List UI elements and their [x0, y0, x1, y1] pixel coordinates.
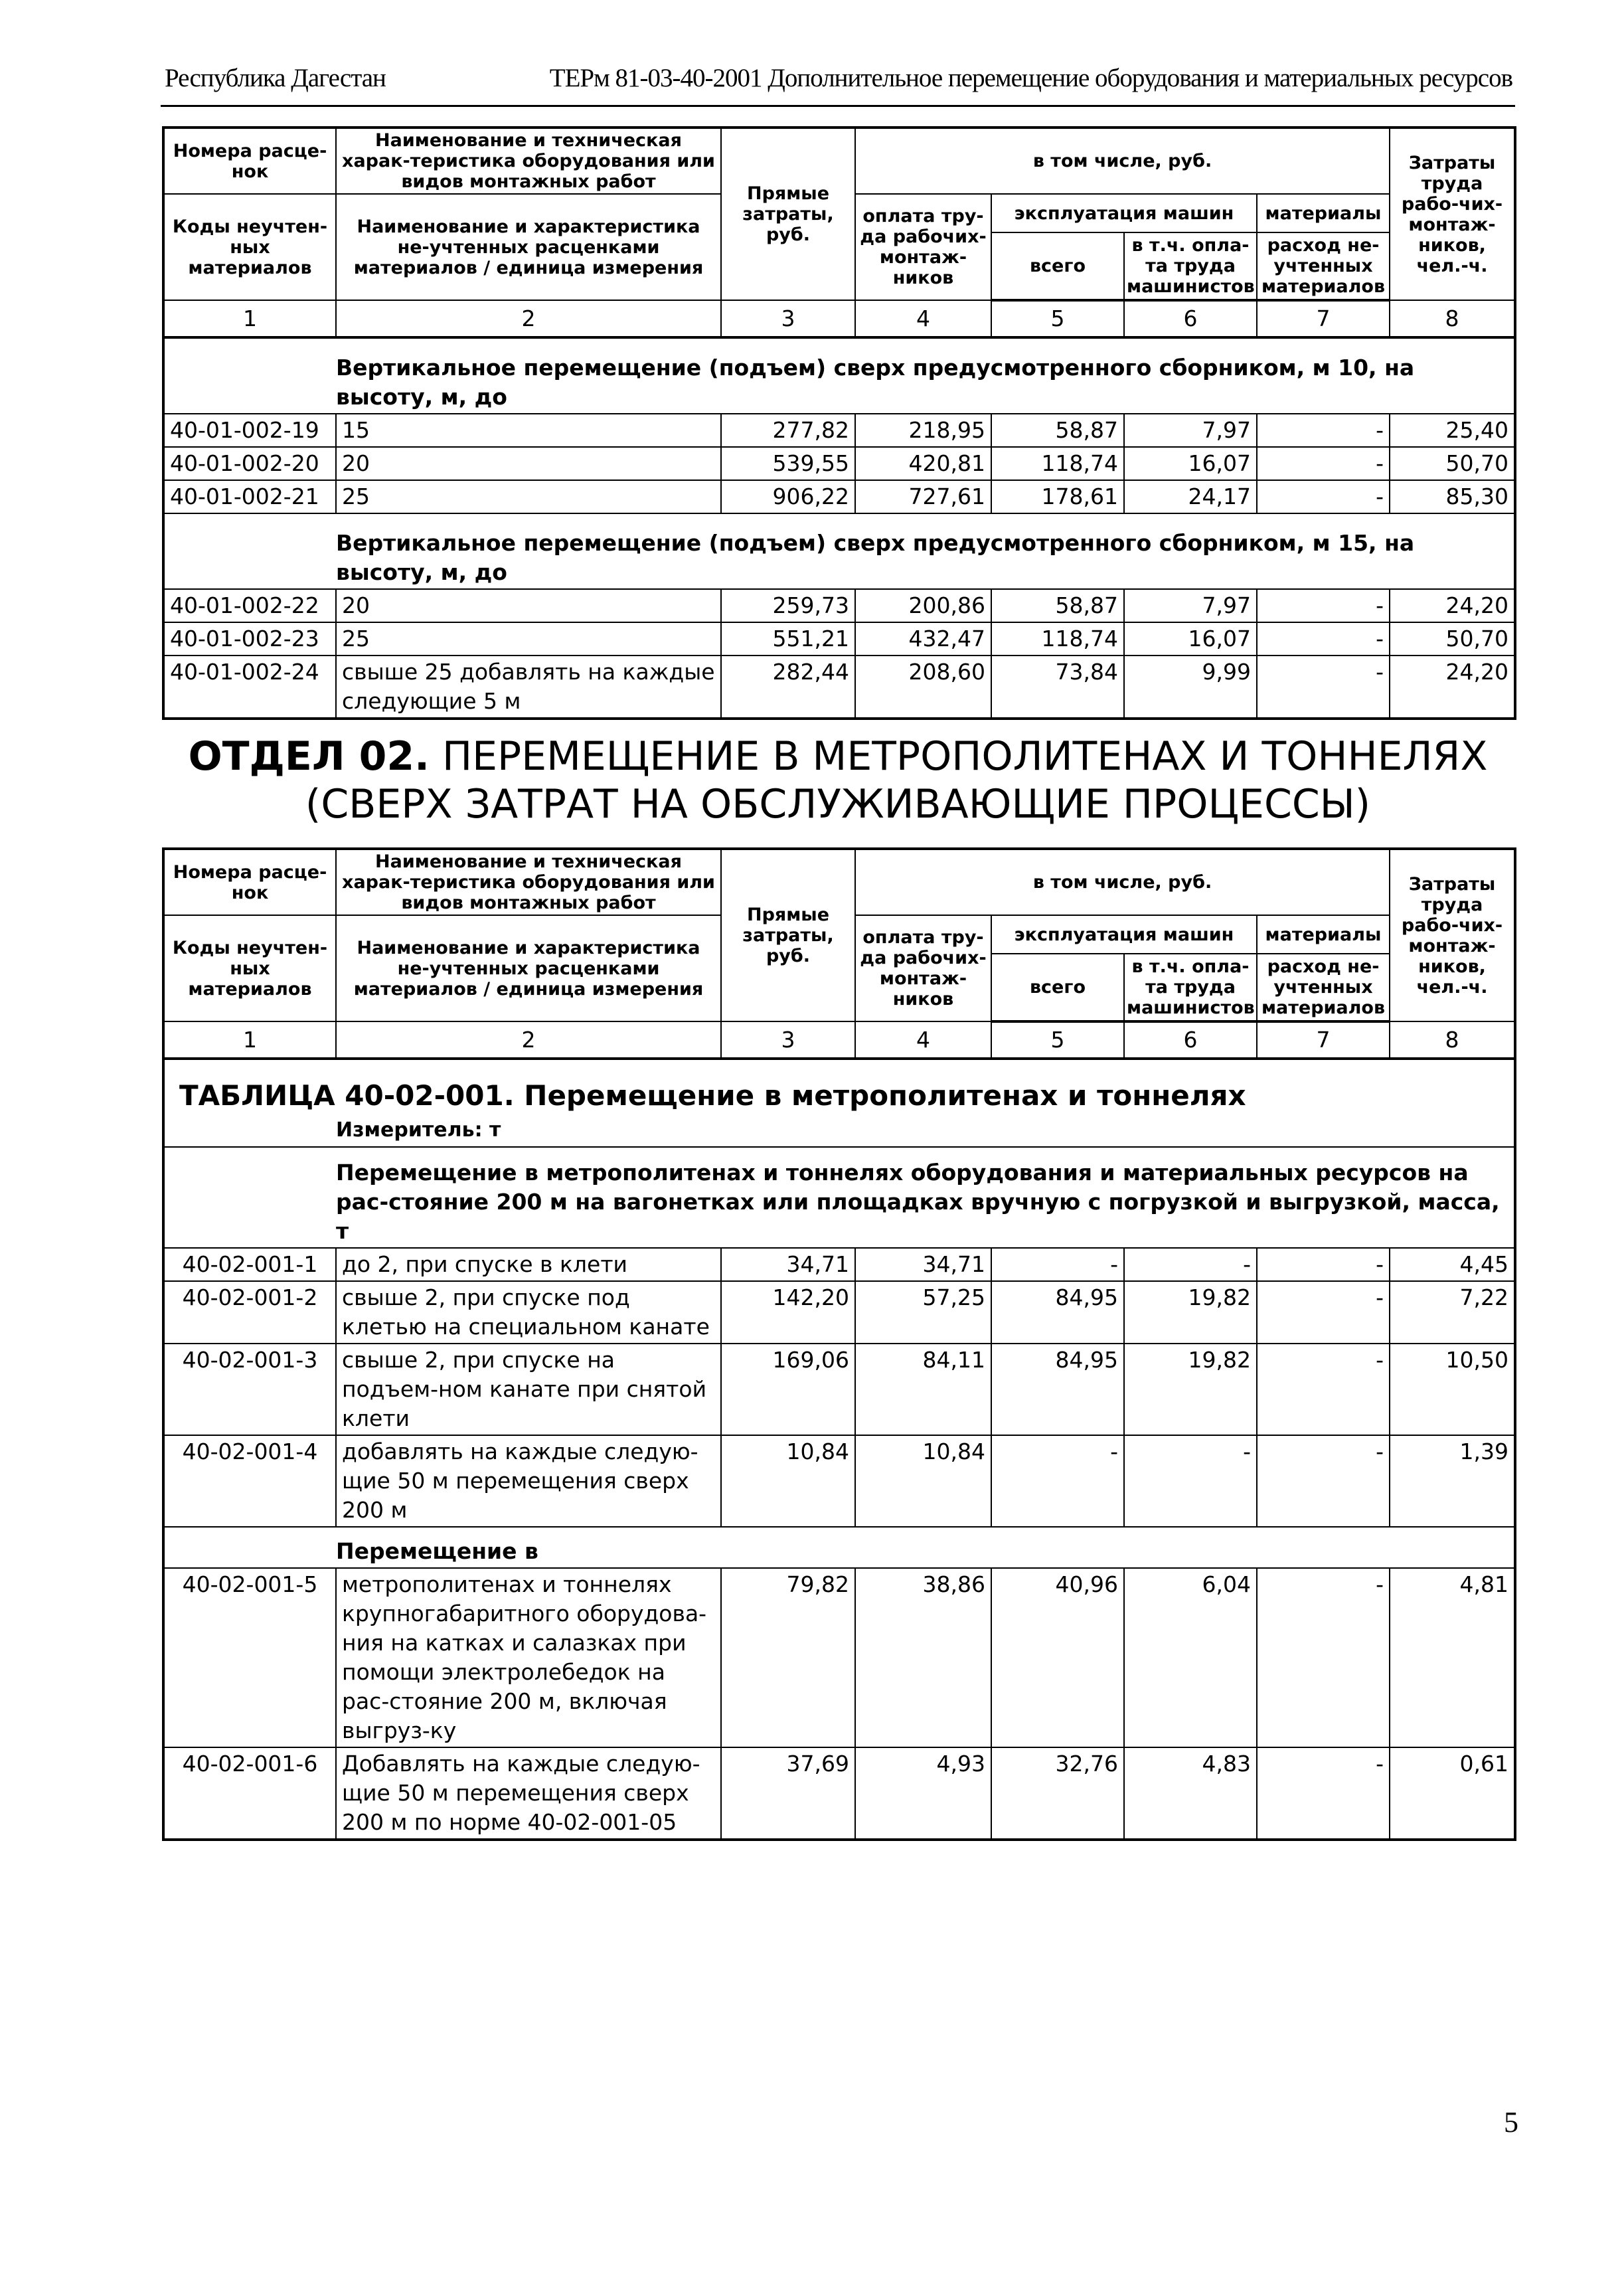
wages: 218,95: [855, 414, 991, 447]
rate-code: 40-02-001-5: [163, 1568, 336, 1747]
machinist-wages: 19,82: [1124, 1281, 1257, 1344]
section-heading-row: [163, 1527, 1515, 1568]
materials: -: [1257, 414, 1390, 447]
labor-hours: 0,61: [1390, 1747, 1515, 1840]
direct-costs: 34,71: [721, 1248, 855, 1281]
direct-costs: 259,73: [721, 589, 855, 622]
direct-costs: 277,82: [721, 414, 855, 447]
machinist-wages: 4,83: [1124, 1747, 1257, 1840]
machinist-wages: 7,97: [1124, 589, 1257, 622]
machinist-wages: 6,04: [1124, 1568, 1257, 1747]
rate-name: свыше 2, при спуске на подъем-ном канате при снятой клети: [336, 1344, 721, 1435]
table-row: [163, 1248, 1515, 1281]
direct-costs: 906,22: [721, 480, 855, 513]
rate-code: 40-02-001-6: [163, 1747, 336, 1840]
col-head-codes: Номера расце-нок: [163, 849, 336, 915]
materials: -: [1257, 1568, 1390, 1747]
labor-hours: 1,39: [1390, 1435, 1515, 1527]
machines-total: 32,76: [991, 1747, 1124, 1840]
direct-costs: 37,69: [721, 1747, 855, 1840]
measure-unit: Измеритель: т: [336, 1114, 1515, 1147]
materials: -: [1257, 1344, 1390, 1435]
col-number: 5: [991, 1021, 1124, 1059]
machinist-wages: 24,17: [1124, 480, 1257, 513]
wages: 432,47: [855, 622, 991, 656]
col-head-name: Наименование и техническая харак-теристика оборудования или видов монтажных работ: [336, 849, 721, 915]
materials: -: [1257, 1747, 1390, 1840]
running-header: [165, 63, 1512, 103]
col-head-material-name: Наименование и характеристика не-учтенных расценками материалов / единица измерения: [336, 194, 721, 300]
machines-total: 40,96: [991, 1568, 1124, 1747]
section-heading: Вертикальное перемещение (подъем) сверх предусмотренного сборником, м 10, на высоту, м, до: [336, 337, 1515, 414]
rate-name: метрополитенах и тоннелях крупногабаритного оборудова-ния на катках и салазках при помощи электролебедок на рас-стояние 200 м, включая выгруз-ку: [336, 1568, 721, 1747]
labor-hours: 50,70: [1390, 622, 1515, 656]
header-region: Республика Дагестан: [165, 64, 386, 92]
section-heading-row: [163, 337, 1515, 414]
machines-total: 118,74: [991, 447, 1124, 480]
materials: -: [1257, 622, 1390, 656]
col-head-material-consumption: расход не-учтенных материалов: [1257, 232, 1390, 300]
rate-name: до 2, при спуске в клети: [336, 1248, 721, 1281]
col-head-direct-costs: Прямые затраты, руб.: [721, 849, 855, 1021]
col-number: 1: [163, 1021, 336, 1059]
direct-costs: 142,20: [721, 1281, 855, 1344]
section-title-subtitle: (СВЕРХ ЗАТРАТ НА ОБСЛУЖИВАЮЩИЕ ПРОЦЕССЫ): [305, 781, 1371, 828]
rate-name: 20: [336, 447, 721, 480]
machines-total: 73,84: [991, 656, 1124, 719]
col-head-codes: Номера расце-нок: [163, 128, 336, 194]
direct-costs: 539,55: [721, 447, 855, 480]
col-head-machines: эксплуатация машин: [991, 915, 1257, 954]
col-number: 4: [855, 1021, 991, 1059]
materials: -: [1257, 447, 1390, 480]
rate-code: 40-02-001-2: [163, 1281, 336, 1344]
materials: -: [1257, 656, 1390, 719]
section-title: [162, 733, 1514, 828]
labor-hours: 4,81: [1390, 1568, 1515, 1747]
measure-row: [163, 1114, 1515, 1147]
wages: 84,11: [855, 1344, 991, 1435]
col-head-labor: Затраты труда рабо-чих-монтаж-ников, чел.-ч.: [1390, 128, 1515, 300]
table-row: [163, 1747, 1515, 1840]
col-number: 2: [336, 300, 721, 337]
rate-code: 40-01-002-22: [163, 589, 336, 622]
col-number: 3: [721, 300, 855, 337]
col-head-material-codes: Коды неучтен-ных материалов: [163, 915, 336, 1021]
rate-code: 40-01-002-21: [163, 480, 336, 513]
table-row: [163, 1344, 1515, 1435]
col-number: 4: [855, 300, 991, 337]
col-number: 8: [1390, 1021, 1515, 1059]
materials: -: [1257, 1248, 1390, 1281]
col-number: 7: [1257, 300, 1390, 337]
table-row: [163, 1568, 1515, 1747]
col-head-wages: оплата тру-да рабочих-монтаж-ников: [855, 915, 991, 1021]
machines-total: 178,61: [991, 480, 1124, 513]
machinist-wages: 19,82: [1124, 1344, 1257, 1435]
machinist-wages: 9,99: [1124, 656, 1257, 719]
rate-code: 40-02-001-4: [163, 1435, 336, 1527]
col-number: 1: [163, 300, 336, 337]
wages: 208,60: [855, 656, 991, 719]
table-title-row: [163, 1059, 1515, 1114]
col-head-labor: Затраты труда рабо-чих-монтаж-ников, чел.-ч.: [1390, 849, 1515, 1021]
machinist-wages: 16,07: [1124, 447, 1257, 480]
table-row: [163, 414, 1515, 447]
labor-hours: 7,22: [1390, 1281, 1515, 1344]
machines-total: -: [991, 1248, 1124, 1281]
labor-hours: 85,30: [1390, 480, 1515, 513]
machines-total: 58,87: [991, 414, 1124, 447]
col-head-machines-total: всего: [991, 232, 1124, 300]
machinist-wages: 7,97: [1124, 414, 1257, 447]
header-rule: [161, 105, 1515, 107]
col-head-direct-costs: Прямые затраты, руб.: [721, 128, 855, 300]
wages: 38,86: [855, 1568, 991, 1747]
labor-hours: 10,50: [1390, 1344, 1515, 1435]
col-head-machines-total: всего: [991, 954, 1124, 1021]
labor-hours: 25,40: [1390, 414, 1515, 447]
rate-code: 40-02-001-1: [163, 1248, 336, 1281]
materials: -: [1257, 1435, 1390, 1527]
rate-name: 25: [336, 622, 721, 656]
col-number: 5: [991, 300, 1124, 337]
table-row: [163, 589, 1515, 622]
materials: -: [1257, 589, 1390, 622]
col-number: 8: [1390, 300, 1515, 337]
wages: 10,84: [855, 1435, 991, 1527]
col-number: 6: [1124, 1021, 1257, 1059]
machines-total: 84,95: [991, 1344, 1124, 1435]
section-heading-row: [163, 1147, 1515, 1248]
table-title: ТАБЛИЦА 40-02-001. Перемещение в метрополитенах и тоннелях: [163, 1059, 1515, 1114]
rate-name: свыше 25 добавлять на каждые следующие 5 м: [336, 656, 721, 719]
rates-table-2: [162, 847, 1516, 1841]
machines-total: 84,95: [991, 1281, 1124, 1344]
section-heading: Вертикальное перемещение (подъем) сверх предусмотренного сборником, м 15, на высоту, м, до: [336, 513, 1515, 589]
materials: -: [1257, 480, 1390, 513]
col-head-including: в том числе, руб.: [855, 849, 1390, 915]
labor-hours: 24,20: [1390, 656, 1515, 719]
machinist-wages: -: [1124, 1248, 1257, 1281]
machines-total: 58,87: [991, 589, 1124, 622]
col-number: 7: [1257, 1021, 1390, 1059]
wages: 4,93: [855, 1747, 991, 1840]
col-head-name: Наименование и техническая харак-теристика оборудования или видов монтажных работ: [336, 128, 721, 194]
machines-total: -: [991, 1435, 1124, 1527]
section-heading: Перемещение в метрополитенах и тоннелях оборудования и материальных ресурсов на рас-стояние 200 м на вагонетках или площадках вручную с погрузкой и выгрузкой, масса, т: [336, 1147, 1515, 1248]
col-number: 2: [336, 1021, 721, 1059]
wages: 57,25: [855, 1281, 991, 1344]
table-row: [163, 480, 1515, 513]
labor-hours: 4,45: [1390, 1248, 1515, 1281]
materials: -: [1257, 1281, 1390, 1344]
direct-costs: 282,44: [721, 656, 855, 719]
wages: 420,81: [855, 447, 991, 480]
col-head-machinist-wages: в т.ч. опла-та труда машинистов: [1124, 232, 1257, 300]
rate-name: 15: [336, 414, 721, 447]
direct-costs: 79,82: [721, 1568, 855, 1747]
direct-costs: 551,21: [721, 622, 855, 656]
wages: 727,61: [855, 480, 991, 513]
col-head-wages: оплата тру-да рабочих-монтаж-ников: [855, 194, 991, 300]
table-row: [163, 656, 1515, 719]
direct-costs: 10,84: [721, 1435, 855, 1527]
col-head-materials: материалы: [1257, 915, 1390, 954]
rate-code: 40-02-001-3: [163, 1344, 336, 1435]
col-head-material-consumption: расход не-учтенных материалов: [1257, 954, 1390, 1021]
rate-name: свыше 2, при спуске под клетью на специальном канате: [336, 1281, 721, 1344]
col-head-machines: эксплуатация машин: [991, 194, 1257, 232]
rate-name: 20: [336, 589, 721, 622]
col-head-material-name: Наименование и характеристика не-учтенных расценками материалов / единица измерения: [336, 915, 721, 1021]
wages: 200,86: [855, 589, 991, 622]
rate-name: Добавлять на каждые следую-щие 50 м перемещения сверх 200 м по норме 40-02-001-05: [336, 1747, 721, 1840]
section-title-text: ПЕРЕМЕЩЕНИЕ В МЕТРОПОЛИТЕНАХ И ТОННЕЛЯХ: [429, 733, 1488, 780]
wages: 34,71: [855, 1248, 991, 1281]
col-head-material-codes: Коды неучтен-ных материалов: [163, 194, 336, 300]
direct-costs: 169,06: [721, 1344, 855, 1435]
labor-hours: 24,20: [1390, 589, 1515, 622]
section-heading-row: [163, 513, 1515, 589]
col-number: 3: [721, 1021, 855, 1059]
table-row: [163, 622, 1515, 656]
machinist-wages: 16,07: [1124, 622, 1257, 656]
col-head-including: в том числе, руб.: [855, 128, 1390, 194]
section-title-number: ОТДЕЛ 02.: [188, 733, 430, 780]
section-heading: Перемещение в: [336, 1527, 1515, 1568]
rate-name: добавлять на каждые следую-щие 50 м перемещения сверх 200 м: [336, 1435, 721, 1527]
page-number: 5: [1504, 2106, 1518, 2139]
rate-code: 40-01-002-23: [163, 622, 336, 656]
col-number: 6: [1124, 300, 1257, 337]
col-head-machinist-wages: в т.ч. опла-та труда машинистов: [1124, 954, 1257, 1021]
rate-name: 25: [336, 480, 721, 513]
table-row: [163, 1435, 1515, 1527]
rate-code: 40-01-002-24: [163, 656, 336, 719]
table-row: [163, 447, 1515, 480]
table-row: [163, 1281, 1515, 1344]
rate-code: 40-01-002-20: [163, 447, 336, 480]
rates-table-1: [162, 126, 1516, 720]
labor-hours: 50,70: [1390, 447, 1515, 480]
header-document-title: ТЕРм 81-03-40-2001 Дополнительное перемещение оборудования и материальных ресурсов: [549, 64, 1512, 92]
rate-code: 40-01-002-19: [163, 414, 336, 447]
col-head-materials: материалы: [1257, 194, 1390, 232]
machines-total: 118,74: [991, 622, 1124, 656]
machinist-wages: -: [1124, 1435, 1257, 1527]
